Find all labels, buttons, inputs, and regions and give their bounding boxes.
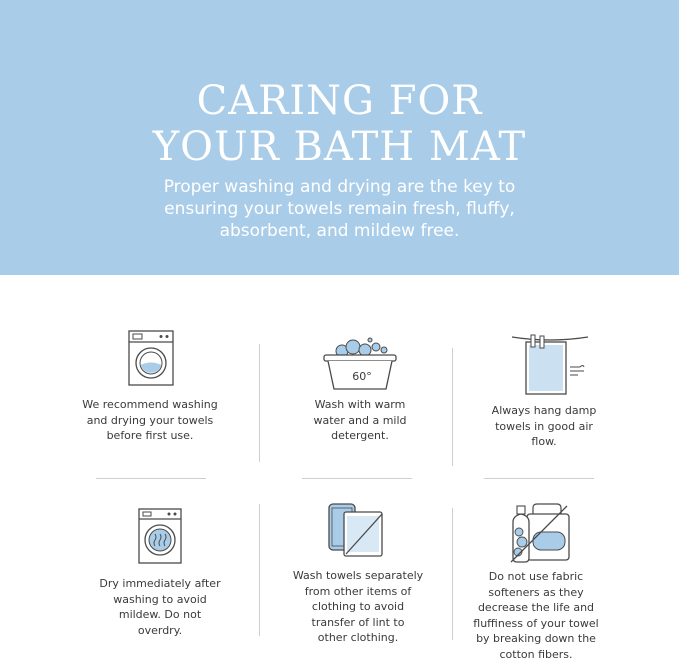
subtitle-line-3: absorbent, and mildew free. [219,221,460,241]
tip-caption: Do not use fabric softeners as they decrease the life and fluffiness of your towel by breaking down the cotton fibers. [473,570,599,661]
washing-machine-icon [128,330,174,390]
page-title [0,78,679,170]
separate-towels-icon [326,500,386,564]
subtitle-line-2: ensuring your towels remain fresh, fluffy, [164,199,515,219]
tip-caption: We recommend washing and drying your towels before first use. [82,398,218,442]
divider-horizontal [484,478,594,479]
subtitle-line-1: Proper washing and drying are the key to [163,177,516,197]
tip-caption: Dry immediately after washing to avoid mildew. Do not overdry. [99,577,221,637]
dryer-icon [138,508,182,568]
title-line-2: YOUR BATH MAT [152,124,527,170]
tip-caption: Wash towels separately from other items of clothing to avoid transfer of lint to other clothing. [292,569,424,644]
basin-temperature-label: 60° [352,370,372,383]
page-subtitle [120,176,559,242]
hero-banner [0,0,679,275]
tip-caption: Always hang damp towels in good air flow. [491,404,597,448]
no-fabric-softener-icon [505,502,573,568]
tip-caption: Wash with warm water and a mild detergent. [313,398,407,442]
title-line-1: CARING FOR [196,78,483,124]
divider-horizontal [96,478,206,479]
hanging-towel-icon [510,333,590,399]
divider-horizontal [302,478,412,479]
wash-basin-icon [322,337,398,395]
